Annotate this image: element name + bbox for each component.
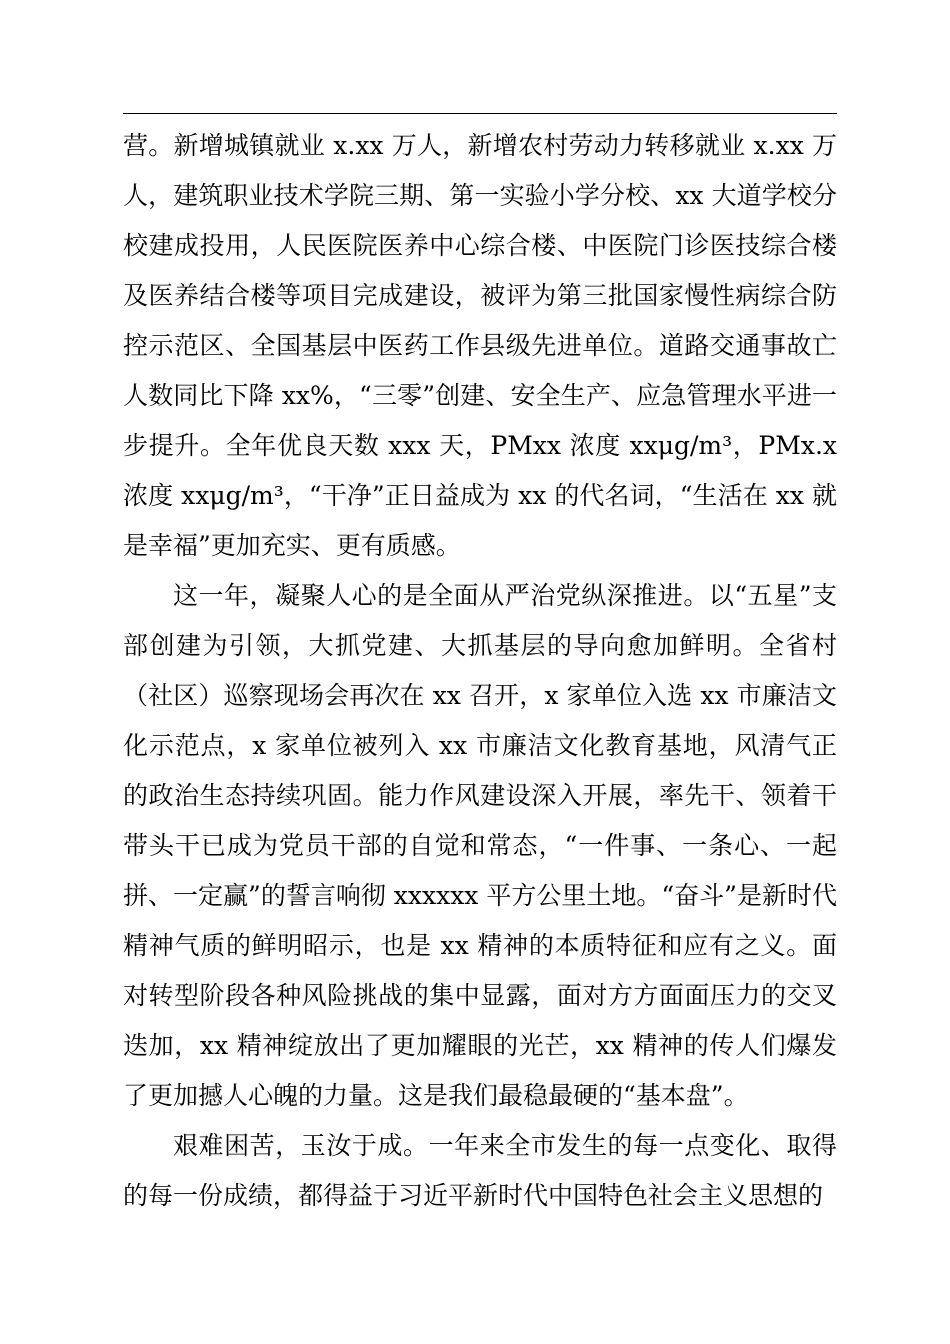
paragraph-continuation: 营。新增城镇就业 x.xx 万人，新增农村劳动力转移就业 x.xx 万人，建筑职业技术学院三期、第一实验小学分校、xx 大道学校分校建成投用，人民医院医养中心综合楼、中医院门诊医技综合楼及医养结合楼等项目完成建设，被评为第三批国家慢性病综合防控示范区、全国基层中医药工作县级先进单位。道路交通事故亡人数同比下降 xx%，“三零”创建、安全生产、应急管理水平进一步提升。全年优良天数 xxx 天，PMxx 浓度 xxμg/m³，PMx.x 浓度 xxμg/m³，“干净”正日益成为 xx 的代名词，“生活在 xx 就是幸福”更加充实、更有质感。 <box>123 131 837 560</box>
paragraph-hardship: 艰难困苦，玉汝于成。一年来全市发生的每一点变化、取得的每一份成绩，都得益于习近平新时代中国特色社会主义思想的 <box>123 1131 837 1210</box>
paragraph-party-building: 这一年，凝聚人心的是全面从严治党纵深推进。以“五星”支部创建为引领，大抓党建、大抓基层的导向愈加鲜明。全省村（社区）巡察现场会再次在 xx 召开，x 家单位入选 xx 市廉洁文化示范点，x 家单位被列入 xx 市廉洁文化教育基地，风清气正的政治生态持续巩固。能力作风建设深入开展，率先干、领着干带头干已成为党员干部的自觉和常态，“一件事、一条心、一起拼、一定赢”的誓言响彻 xxxxxx 平方公里土地。“奋斗”是新时代精神气质的鲜明昭示，也是 xx 精神的本质特征和应有之义。面对转型阶段各种风险挑战的集中显露，面对方方面面压力的交叉迭加，xx 精神绽放出了更加耀眼的光芒，xx 精神的传人们爆发了更加撼人心魄的力量。这是我们最稳最硬的“基本盘”。 <box>123 581 837 1110</box>
document-body <box>123 121 837 1221</box>
header-rule <box>123 113 837 114</box>
